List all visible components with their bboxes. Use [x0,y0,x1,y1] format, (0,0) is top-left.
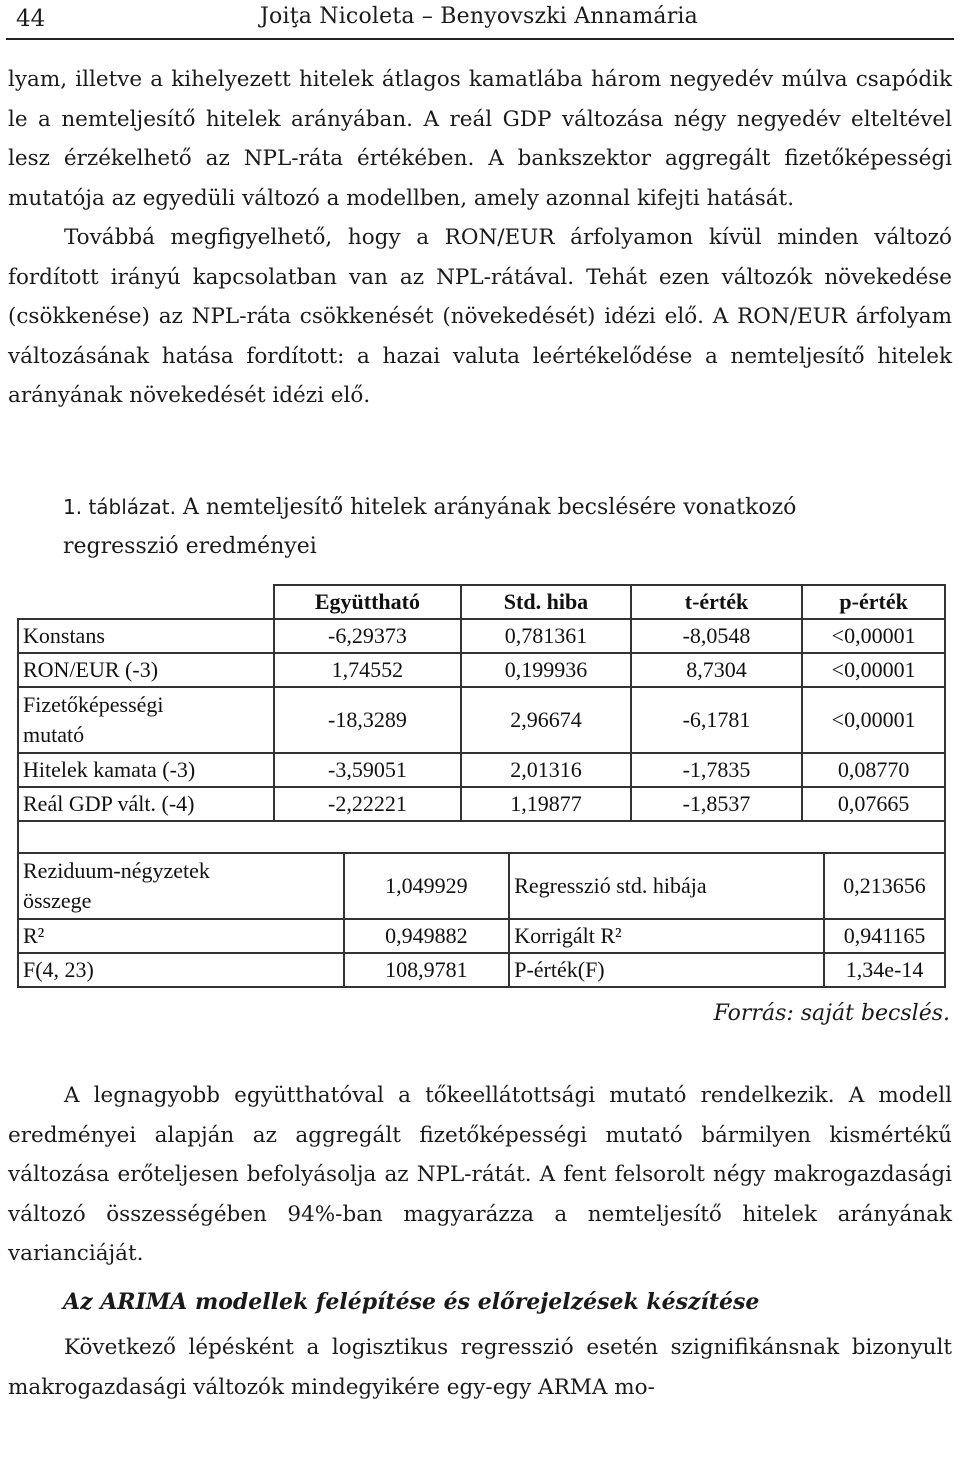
statistics-table [17,852,946,988]
stat-value: 0,213656 [824,853,945,919]
cell-coefficient: -18,3289 [274,687,462,753]
stat-value: 1,049929 [344,853,510,919]
coefficient-table [17,584,946,852]
paragraph-block-1 [8,60,952,416]
cell-coefficient: -3,59051 [274,753,462,787]
table-spacer-row [18,821,945,852]
cell-p-value: <0,00001 [802,687,945,753]
table-header-row [18,585,945,619]
row-label: RON/EUR (-3) [18,653,274,687]
cell-std-error: 1,19877 [461,787,631,821]
cell-t-value: -8,0548 [631,619,802,653]
paragraph: Továbbá megfigyelhető, hogy a RON/EUR árfolyamon kívül minden változó fordított irányú kapcsolatban van az NPL-rátával. Tehát ezen változók növekedése (csökkenése) az NPL-ráta csökkenését (növekedését) idézi elő. A RON/EUR árfolyam változásának hatása fordított: a hazai valuta leértékelődése a nemteljesítő hitelek arányának növekedését idézi elő. [8,225,952,408]
row-label: Hitelek kamata (-3) [18,753,274,787]
stat-value: 0,941165 [824,919,945,953]
table-row [18,919,945,953]
stat-label: P-érték(F) [509,953,824,987]
cell-t-value: -1,7835 [631,753,802,787]
table-row [18,953,945,987]
table-source-note: Forrás: saját becslés. [713,1001,950,1026]
cell-coefficient: -6,29373 [274,619,462,653]
cell-coefficient: 1,74552 [274,653,462,687]
cell-std-error: 2,96674 [461,687,631,753]
stat-value: 108,9781 [344,953,510,987]
stat-label: Reziduum-négyzetek összege [18,853,344,919]
page-number: 44 [16,6,46,32]
section-heading: Az ARIMA modellek felépítése és előrejelzések készítése [63,1289,760,1315]
cell-p-value: <0,00001 [802,619,945,653]
table-caption [63,488,883,566]
table-header-blank [18,585,274,619]
cell-p-value: 0,07665 [802,787,945,821]
page-header [6,0,954,40]
cell-t-value: 8,7304 [631,653,802,687]
cell-p-value: 0,08770 [802,753,945,787]
running-title: Joiţa Nicoleta – Benyovszki Annamária [260,4,698,29]
cell-std-error: 0,199936 [461,653,631,687]
cell-std-error: 0,781361 [461,619,631,653]
paragraph-block-3 [8,1328,952,1407]
table-row [18,653,945,687]
paragraph-block-2 [8,1076,952,1274]
stat-label: Regresszió std. hibája [509,853,824,919]
stat-value: 1,34e-14 [824,953,945,987]
stat-value: 0,949882 [344,919,510,953]
cell-t-value: -6,1781 [631,687,802,753]
table-header-cell: Std. hiba [461,585,631,619]
table-row [18,687,945,753]
row-label: Konstans [18,619,274,653]
cell-p-value: <0,00001 [802,653,945,687]
table-header-cell: p-érték [802,585,945,619]
table-row [18,619,945,653]
cell-std-error: 2,01316 [461,753,631,787]
cell-coefficient: -2,22221 [274,787,462,821]
table-row [18,853,945,919]
stat-label: F(4, 23) [18,953,344,987]
table-spacer [18,821,945,852]
paragraph-continuation: lyam, illetve a kihelyezett hitelek átlagos kamatlába három negyedév múlva csapódik le a nemteljesítő hitelek arányában. A reál GDP változása négy negyedév elteltével lesz érzékelhető az NPL-ráta értékében. A bankszektor aggregált fizetőképességi mutatója az egyedüli változó a modellben, amely azonnal kifejti hatását. [8,67,952,211]
row-label: Reál GDP vált. (-4) [18,787,274,821]
row-label: Fizetőképességi mutató [18,687,274,753]
table-caption-label: 1. táblázat. [63,495,176,519]
paragraph: Következő lépésként a logisztikus regresszió esetén szignifikánsnak bizonyult makrogazdasági változók mindegyikére egy-egy ARMA mo- [8,1335,952,1400]
paragraph: A legnagyobb együtthatóval a tőkeellátottsági mutató rendelkezik. A modell eredményei alapján az aggregált fizetőképességi mutató bármilyen kismértékű változása erőteljesen befolyásolja az NPL-rátát. A fent felsorolt négy makrogazdasági változó összességében 94%-ban magyarázza a nemteljesítő hitelek arányának varianciáját. [8,1083,952,1266]
table-caption-text: A nemteljesítő hitelek arányának becslésére vonatkozó regresszió eredményei [63,495,797,559]
stat-label: R² [18,919,344,953]
stat-label: Korrigált R² [509,919,824,953]
table-header-cell: t-érték [631,585,802,619]
cell-t-value: -1,8537 [631,787,802,821]
table-header-cell: Együttható [274,585,462,619]
table-row [18,787,945,821]
table-row [18,753,945,787]
